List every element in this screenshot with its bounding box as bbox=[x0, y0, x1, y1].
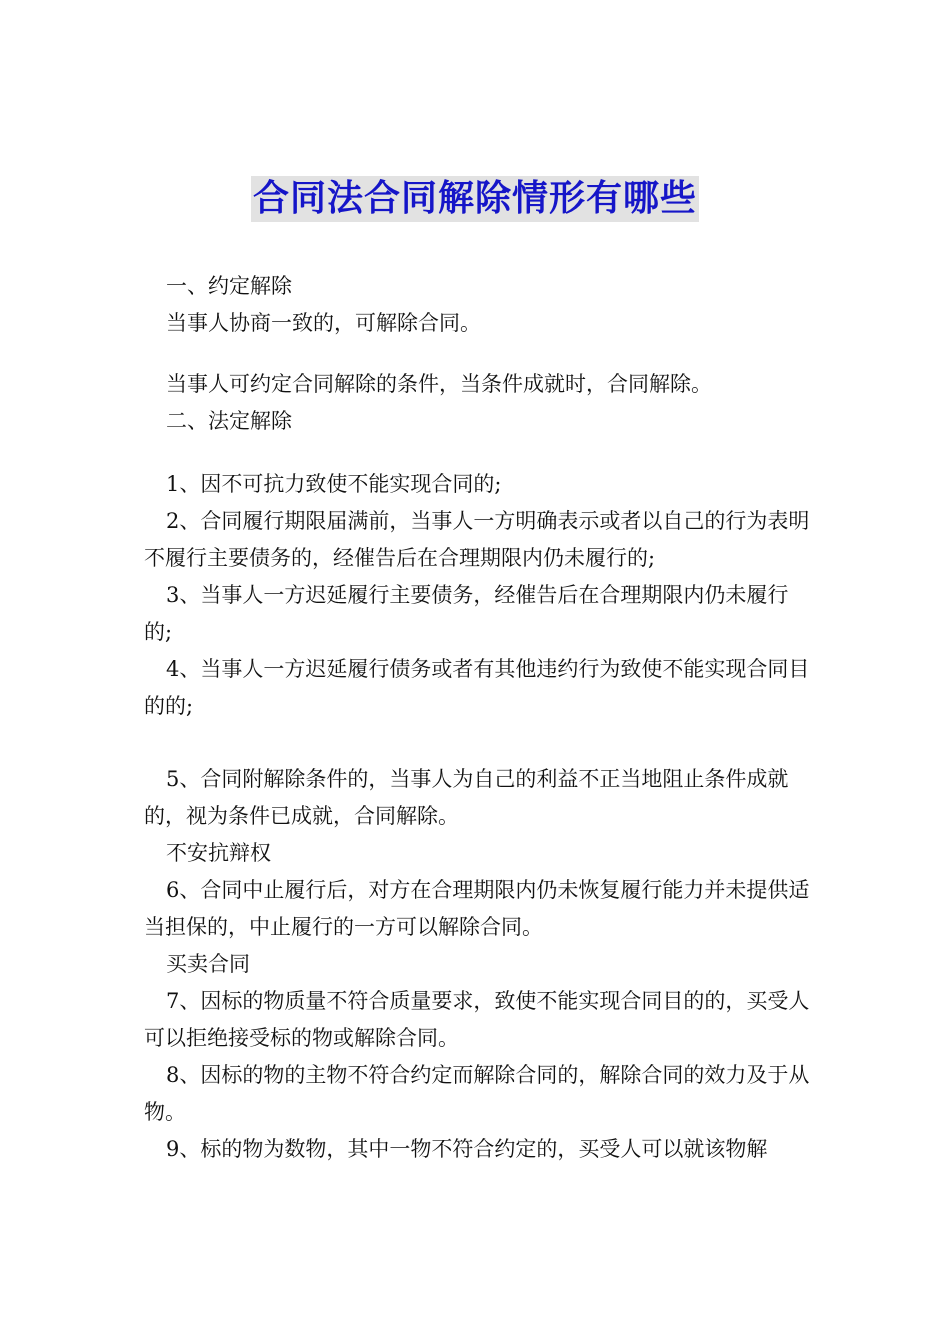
title-container bbox=[0, 176, 950, 222]
section-heading-statutory-termination: 二、法定解除 bbox=[166, 409, 292, 433]
list-item: 7、因标的物质量不符合质量要求，致使不能实现合同目的的，买受人可以拒绝接受标的物或解除合同。 bbox=[144, 989, 810, 1050]
list-item: 6、合同中止履行后，对方在合理期限内仍未恢复履行能力并未提供适当担保的，中止履行的一方可以解除合同。 bbox=[144, 878, 810, 939]
document-title: 合同法合同解除情形有哪些 bbox=[251, 176, 699, 222]
paragraph: 当事人可约定合同解除的条件，当条件成就时，合同解除。 bbox=[166, 372, 712, 396]
document-body bbox=[144, 268, 812, 1168]
blank-line bbox=[144, 342, 812, 366]
section-heading-agreed-termination: 一、约定解除 bbox=[166, 274, 292, 298]
list-item: 8、因标的物的主物不符合约定而解除合同的，解除合同的效力及于从物。 bbox=[144, 1063, 810, 1124]
list-item: 3、当事人一方迟延履行主要债务，经催告后在合理期限内仍未履行的; bbox=[144, 583, 789, 644]
list-item: 9、标的物为数物，其中一物不符合约定的，买受人可以就该物解 bbox=[166, 1137, 768, 1161]
section-heading-sales-contract: 买卖合同 bbox=[166, 952, 250, 976]
list-item: 1、因不可抗力致使不能实现合同的; bbox=[166, 472, 502, 496]
blank-line bbox=[144, 725, 812, 761]
paragraph: 当事人协商一致的，可解除合同。 bbox=[166, 311, 481, 335]
section-heading-defense: 不安抗辩权 bbox=[166, 841, 271, 865]
list-item: 5、合同附解除条件的，当事人为自己的利益不正当地阻止条件成就的，视为条件已成就，合同解除。 bbox=[144, 767, 789, 828]
list-item: 2、合同履行期限届满前，当事人一方明确表示或者以自己的行为表明不履行主要债务的，经催告后在合理期限内仍未履行的; bbox=[144, 509, 810, 570]
list-item: 4、当事人一方迟延履行债务或者有其他违约行为致使不能实现合同目的的; bbox=[144, 657, 810, 718]
blank-line bbox=[144, 440, 812, 466]
